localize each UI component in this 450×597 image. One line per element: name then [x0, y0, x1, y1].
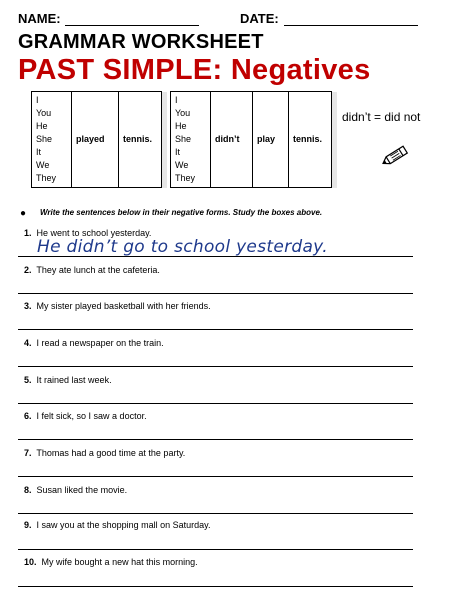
- question-10: 10. My wife bought a new hat this morning.: [24, 557, 198, 567]
- date-label: DATE:: [240, 11, 279, 26]
- answer-line-6[interactable]: [18, 439, 413, 440]
- question-9: 9. I saw you at the shopping mall on Saturday.: [24, 520, 211, 530]
- pronoun: They: [175, 173, 196, 183]
- box-shadow: [332, 92, 338, 188]
- answer-line-8[interactable]: [18, 513, 413, 514]
- instruction-text: Write the sentences below in their negative forms. Study the boxes above.: [40, 208, 323, 217]
- question-3: 3. My sister played basketball with her friends.: [24, 301, 211, 311]
- pronoun: She: [36, 134, 53, 144]
- pronoun: We: [175, 160, 189, 170]
- question-7: 7. Thomas had a good time at the party.: [24, 448, 186, 458]
- pronoun: They: [36, 173, 57, 183]
- pronoun: I: [175, 95, 178, 105]
- question-1: 1. He went to school yesterday.: [24, 228, 152, 238]
- bullet-icon: ●: [20, 208, 27, 219]
- name-label: NAME:: [18, 11, 61, 26]
- answer-line-4[interactable]: [18, 366, 413, 367]
- positive-grammar-box: [31, 91, 167, 188]
- answer-line-2[interactable]: [18, 293, 413, 294]
- pronoun: It: [36, 147, 42, 157]
- name-field[interactable]: [65, 25, 199, 26]
- answer-line-10[interactable]: [18, 586, 413, 587]
- positive-pronoun-list: [32, 92, 72, 188]
- pencil-icon: [378, 141, 412, 171]
- answer-line-3[interactable]: [18, 329, 413, 330]
- answer-line-7[interactable]: [18, 476, 413, 477]
- pronoun: It: [175, 147, 181, 157]
- positive-verb: played: [72, 92, 119, 188]
- negative-verb: play: [253, 92, 289, 188]
- box-shadow: [162, 92, 168, 188]
- pronoun: You: [36, 108, 52, 118]
- date-field[interactable]: [284, 25, 418, 26]
- negative-aux: didn’t: [211, 92, 253, 188]
- contraction-note: didn’t = did not: [342, 110, 421, 124]
- question-4: 4. I read a newspaper on the train.: [24, 338, 164, 348]
- worksheet-title: GRAMMAR WORKSHEET: [18, 31, 264, 53]
- pronoun: He: [36, 121, 48, 131]
- pronoun: She: [175, 134, 192, 144]
- answer-line-1[interactable]: [18, 256, 413, 257]
- answer-line-9[interactable]: [18, 549, 413, 550]
- worksheet-subtitle: PAST SIMPLE: Negatives: [18, 54, 371, 86]
- positive-object: tennis.: [119, 92, 162, 188]
- pronoun: He: [175, 121, 187, 131]
- example-answer: He didn’t go to school yesterday.: [37, 237, 328, 257]
- pronoun: We: [36, 160, 50, 170]
- negative-object: tennis.: [289, 92, 332, 188]
- question-8: 8. Susan liked the movie.: [24, 485, 128, 495]
- negative-pronoun-list: [171, 92, 211, 188]
- pronoun: I: [36, 95, 39, 105]
- negative-grammar-box: [170, 91, 337, 188]
- pronoun: You: [175, 108, 191, 118]
- answer-line-5[interactable]: [18, 403, 413, 404]
- question-5: 5. It rained last week.: [24, 375, 112, 385]
- question-2: 2. They ate lunch at the cafeteria.: [24, 265, 160, 275]
- question-6: 6. I felt sick, so I saw a doctor.: [24, 411, 147, 421]
